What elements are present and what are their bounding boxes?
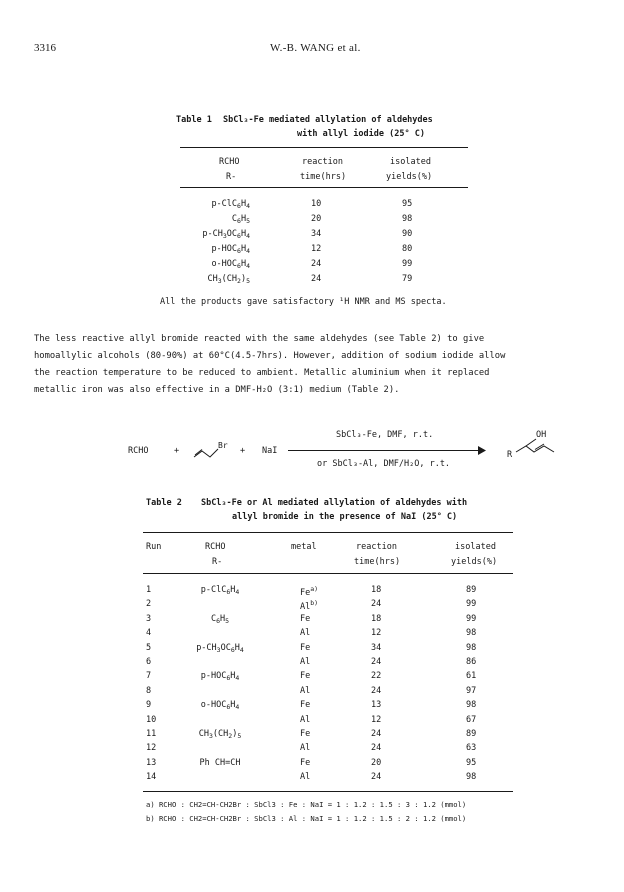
table-2-bottom-rule — [143, 791, 513, 792]
yield-cell: 98 — [466, 700, 477, 711]
table-2-col-reaction: reaction — [356, 542, 397, 552]
run-cell: 14 — [146, 772, 157, 783]
r-group-cell: $p-ClC_6H_4$ — [211, 199, 250, 210]
table-2-header-rule — [143, 573, 513, 574]
yield-cell: 98 — [466, 642, 477, 653]
table-1-caption-line1: SbCl₃-Fe mediated allylation of aldehydes — [222, 115, 433, 125]
arrow-head-icon — [478, 446, 486, 455]
run-cell: 6 — [146, 657, 152, 667]
table-2-label: Table 2 — [146, 498, 182, 508]
table-row — [0, 244, 624, 256]
scheme-conditions-bottom: or SbCl₃-Al, DMF/H₂O, r.t. — [317, 459, 451, 469]
yield-cell: 90 — [402, 229, 413, 239]
metal-cell: Fe — [300, 729, 311, 739]
metal-cell: Fe$^{a)}$ — [300, 585, 319, 598]
table-1-col-r: R- — [226, 172, 237, 182]
metal-cell: Al — [300, 714, 311, 725]
run-cell: 7 — [146, 671, 152, 682]
time-cell: 20 — [371, 757, 382, 768]
table-2-top-rule — [143, 532, 513, 533]
metal-cell: Fe — [300, 642, 311, 653]
r-group-cell: $o-HOC_6H_4$ — [211, 259, 250, 270]
table-row — [0, 743, 624, 755]
r-group-cell: $p-CH_3OC_6H_4$ — [202, 229, 250, 240]
table-row — [0, 614, 624, 626]
time-cell: 12 — [371, 628, 382, 639]
metal-cell: Fe — [300, 700, 311, 711]
table-2-footnote-b: b) RCHO : CH2=CH-CH2Br : SbCl3 : Al : NaI = 1 : 1.2 : 1.5 : 2 : 1.2 (mmol) — [146, 814, 467, 823]
time-cell: 18 — [371, 613, 382, 624]
yield-cell: 95 — [402, 199, 413, 209]
table-row — [0, 715, 624, 727]
yield-cell: 98 — [466, 772, 477, 783]
yield-cell: 99 — [466, 599, 477, 610]
r-group-cell: $p-HOC_6H_4$ — [200, 671, 240, 683]
metal-cell: Fe — [300, 671, 311, 682]
product-r-label: R — [507, 450, 513, 460]
table-row — [0, 758, 624, 770]
table-1-caption-line2: with allyl iodide (25° C) — [297, 129, 425, 139]
table-2-col-yields: yields(%) — [451, 557, 498, 567]
yield-cell: 89 — [466, 729, 477, 739]
scheme-plus-2: + — [240, 446, 246, 456]
time-cell: 24 — [371, 685, 382, 696]
yield-cell: 80 — [402, 244, 413, 254]
table-row — [0, 599, 624, 611]
table-1-col-reaction: reaction — [302, 157, 343, 167]
r-group-cell: $p-CH_3OC_6H_4$ — [196, 642, 244, 654]
paragraph-line-2: homoallylic alcohols (80-90%) at 60°C(4.5-7hrs). However, addition of sodium iodide allow — [34, 351, 506, 361]
table-2-col-time: time(hrs) — [354, 557, 401, 567]
time-cell: 24 — [311, 274, 322, 284]
run-cell: 8 — [146, 685, 152, 696]
table-2-caption-line2: allyl bromide in the presence of NaI (25° C) — [232, 512, 458, 522]
table-2-caption-line1: SbCl₃-Fe or Al mediated allylation of aldehydes with — [200, 498, 468, 508]
yield-cell: 99 — [402, 259, 413, 269]
yield-cell: 89 — [466, 585, 477, 595]
homoallylic-alcohol-structure — [514, 438, 566, 464]
metal-cell: Al — [300, 628, 311, 639]
paragraph-line-1: The less reactive allyl bromide reacted with the same aldehydes (see Table 2) to give — [34, 334, 485, 344]
yield-cell: 97 — [466, 685, 477, 696]
table-1-caption — [176, 115, 433, 125]
table-1-col-isolated: isolated — [390, 157, 431, 167]
table-1-footnote: All the products gave satisfactory ¹H NMR and MS specta. — [160, 297, 447, 307]
yield-cell: 63 — [466, 743, 477, 754]
time-cell: 22 — [371, 671, 382, 682]
r-group-cell: Ph CH=CH — [199, 757, 241, 768]
table-row — [0, 729, 624, 741]
time-cell: 24 — [311, 259, 322, 269]
scheme-reactant-rcho: RCHO — [128, 446, 149, 456]
time-cell: 12 — [311, 244, 322, 254]
metal-cell: Al — [300, 772, 311, 783]
yield-cell: 86 — [466, 657, 477, 667]
run-cell: 2 — [146, 599, 152, 610]
yield-cell: 98 — [402, 214, 413, 224]
table-row — [0, 229, 624, 241]
table-1-col-rcho: RCHO — [219, 157, 240, 167]
time-cell: 13 — [371, 700, 382, 711]
time-cell: 24 — [371, 729, 382, 739]
table-1-top-rule — [180, 147, 468, 148]
yield-cell: 79 — [402, 274, 413, 284]
time-cell: 10 — [311, 199, 322, 209]
table-row — [0, 772, 624, 784]
time-cell: 24 — [371, 657, 382, 667]
paragraph-line-3: the reaction temperature to be reduced to ambient. Metallic aluminium when it replaced — [34, 368, 490, 378]
time-cell: 24 — [371, 772, 382, 783]
running-title: W.-B. WANG et al. — [270, 42, 361, 54]
table-row — [0, 686, 624, 698]
r-group-cell: $CH_3(CH_2)_5$ — [207, 274, 250, 285]
run-cell: 4 — [146, 628, 152, 639]
body-paragraph — [34, 331, 594, 399]
metal-cell: Fe — [300, 757, 311, 768]
allyl-bromide-structure — [191, 440, 235, 462]
table-2-col-metal: metal — [291, 542, 317, 552]
run-cell: 10 — [146, 714, 157, 725]
table-row — [0, 214, 624, 226]
run-cell: 9 — [146, 700, 152, 711]
table-2-caption — [146, 498, 467, 508]
metal-cell: Al — [300, 743, 311, 754]
metal-cell: Al — [300, 685, 311, 696]
scheme-nai: NaI — [262, 446, 278, 456]
yield-cell: 98 — [466, 628, 477, 639]
table-2-col-run: Run — [146, 542, 162, 552]
table-row — [0, 274, 624, 286]
table-row — [0, 259, 624, 271]
run-cell: 3 — [146, 613, 152, 624]
time-cell: 24 — [371, 743, 382, 754]
table-row — [0, 628, 624, 640]
time-cell: 18 — [371, 585, 382, 595]
scheme-arrow-line — [288, 450, 484, 451]
time-cell: 24 — [371, 599, 382, 610]
scheme-br-label: Br — [218, 441, 228, 450]
run-cell: 11 — [146, 729, 157, 739]
run-cell: 13 — [146, 757, 157, 768]
time-cell: 12 — [371, 714, 382, 725]
scheme-plus-1: + — [174, 446, 180, 456]
run-cell: 12 — [146, 743, 157, 754]
table-row — [0, 700, 624, 712]
table-2-col-rcho: RCHO — [205, 542, 226, 552]
table-row — [0, 585, 624, 597]
metal-cell: Al$^{b)}$ — [300, 599, 319, 613]
table-2-footnote-a: a) RCHO : CH2=CH-CH2Br : SbCl3 : Fe : NaI = 1 : 1.2 : 1.5 : 3 : 1.2 (mmol) — [146, 800, 467, 809]
table-1-header-rule — [180, 187, 468, 188]
time-cell: 34 — [311, 229, 322, 239]
time-cell: 34 — [371, 642, 382, 653]
metal-cell: Al — [300, 657, 311, 667]
r-group-cell: $C_6H_5$ — [231, 214, 250, 225]
product-oh-label: OH — [536, 430, 547, 440]
run-cell: 5 — [146, 642, 152, 653]
metal-cell: Fe — [300, 613, 311, 624]
run-cell: 1 — [146, 585, 152, 595]
table-row — [0, 199, 624, 211]
time-cell: 20 — [311, 214, 322, 224]
yield-cell: 99 — [466, 613, 477, 624]
table-row — [0, 671, 624, 683]
r-group-cell: $p-ClC_6H_4$ — [200, 585, 240, 596]
r-group-cell: $CH_3(CH_2)_5$ — [198, 729, 242, 740]
table-row — [0, 643, 624, 655]
scheme-conditions-top: SbCl₃-Fe, DMF, r.t. — [336, 430, 434, 440]
r-group-cell: $C_6H_5$ — [210, 613, 230, 625]
table-2-col-isolated: isolated — [455, 542, 496, 552]
yield-cell: 67 — [466, 714, 477, 725]
paragraph-line-4: metallic iron was also effective in a DMF-H₂O (3:1) medium (Table 2). — [34, 385, 400, 395]
table-row — [0, 657, 624, 669]
r-group-cell: $o-HOC_6H_4$ — [200, 700, 240, 712]
yield-cell: 61 — [466, 671, 477, 682]
yield-cell: 95 — [466, 757, 477, 768]
r-group-cell: $p-HOC_6H_4$ — [211, 244, 250, 255]
table-1-col-yields: yields(%) — [386, 172, 433, 182]
table-1-label: Table 1 — [176, 115, 212, 125]
page-number: 3316 — [34, 42, 56, 54]
table-2-col-r: R- — [212, 557, 223, 567]
table-1-col-time: time(hrs) — [300, 172, 347, 182]
